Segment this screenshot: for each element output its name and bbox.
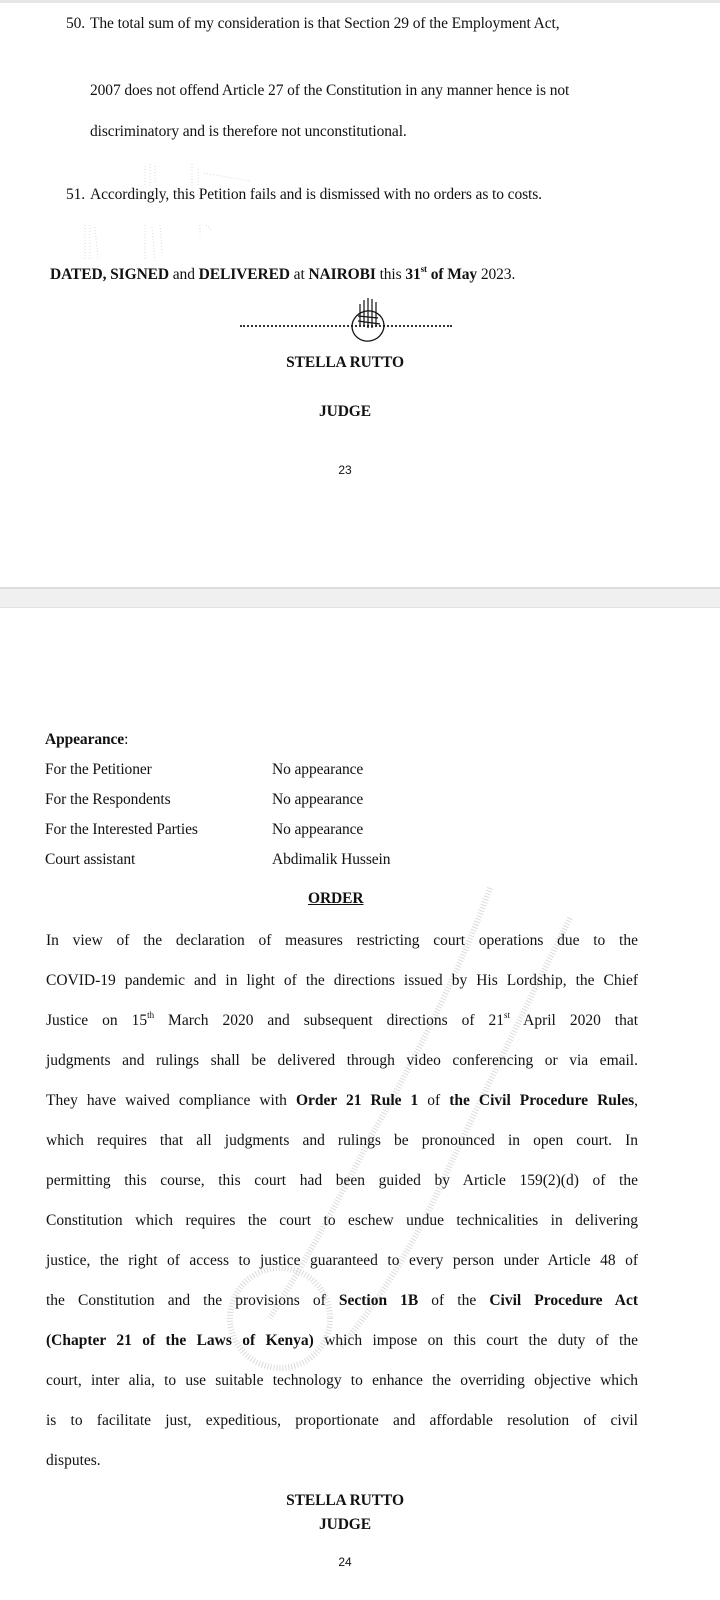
- paragraph-50-line-1: The total sum of my consideration is that Section 29 of the Employment Act,: [90, 15, 560, 32]
- watermark-stamp-fragment: [80, 223, 230, 263]
- order-line: which requires that all judgments and rulings be pronounced in open court. In: [46, 1132, 638, 1149]
- appearance-role: For the Petitioner: [45, 761, 152, 778]
- appearance-role: Court assistant: [45, 851, 136, 868]
- judge-name: STELLA RUTTO: [286, 354, 404, 371]
- appearance-value: No appearance: [272, 791, 364, 808]
- document-page-24: [0, 608, 720, 1600]
- order-line: Justice on 15th March 2020 and subsequent directions of 21st April 2020 that: [46, 1010, 639, 1029]
- paragraph-50-number: 50.: [66, 15, 86, 32]
- order-line: judgments and rulings shall be delivered through video conferencing or via email.: [46, 1052, 638, 1069]
- judge-title: JUDGE: [318, 1516, 372, 1533]
- order-line: (Chapter 21 of the Laws of Kenya) which impose on this court the duty of the: [46, 1332, 638, 1349]
- judge-title: JUDGE: [318, 403, 372, 420]
- dated-signed-delivered-line: DATED, SIGNED and DELIVERED at NAIROBI this 31st of May 2023.: [50, 264, 516, 283]
- order-line: the Constitution and the provisions of Section 1B of the Civil Procedure Act: [46, 1292, 638, 1309]
- order-line: COVID-19 pandemic and in light of the directions issued by His Lordship, the Chief: [46, 972, 638, 989]
- order-line: justice, the right of access to justice guaranteed to every person under Article 48 of: [46, 1252, 638, 1269]
- appearance-value: No appearance: [272, 761, 364, 778]
- appearance-value: Abdimalik Hussein: [272, 851, 391, 868]
- order-line: Constitution which requires the court to eschew undue technicalities in delivering: [46, 1212, 638, 1229]
- appearance-heading: Appearance:: [45, 731, 129, 748]
- document-page-23: [0, 0, 720, 587]
- appearance-role: For the Respondents: [45, 791, 171, 808]
- appearance-value: No appearance: [272, 821, 364, 838]
- order-line: disputes.: [46, 1452, 101, 1469]
- page-number: 24: [338, 1555, 352, 1569]
- paragraph-51-number: 51.: [66, 186, 86, 203]
- paragraph-50-line-3: discriminatory and is therefore not unconstitutional.: [90, 123, 407, 140]
- order-line: is to facilitate just, expeditious, proportionate and affordable resolution of civil: [46, 1412, 638, 1429]
- paragraph-51-text: Accordingly, this Petition fails and is dismissed with no orders as to costs.: [90, 186, 542, 203]
- appearance-role: For the Interested Parties: [45, 821, 198, 838]
- order-line: permitting this course, this court had been guided by Article 159(2)(d) of the: [46, 1172, 638, 1189]
- judge-name: STELLA RUTTO: [286, 1492, 404, 1509]
- order-heading: ORDER: [308, 890, 364, 907]
- order-line: In view of the declaration of measures restricting court operations due to the: [46, 932, 638, 949]
- page-separator: [0, 587, 720, 608]
- order-line: They have waived compliance with Order 21 Rule 1 of the Civil Procedure Rules,: [46, 1092, 638, 1109]
- page-number: 23: [338, 463, 352, 477]
- paragraph-50-line-2: 2007 does not offend Article 27 of the Constitution in any manner hence is not: [90, 82, 570, 99]
- handwritten-signature: [346, 296, 394, 344]
- order-line: court, inter alia, to use suitable technology to enhance the overriding objective which: [46, 1372, 638, 1389]
